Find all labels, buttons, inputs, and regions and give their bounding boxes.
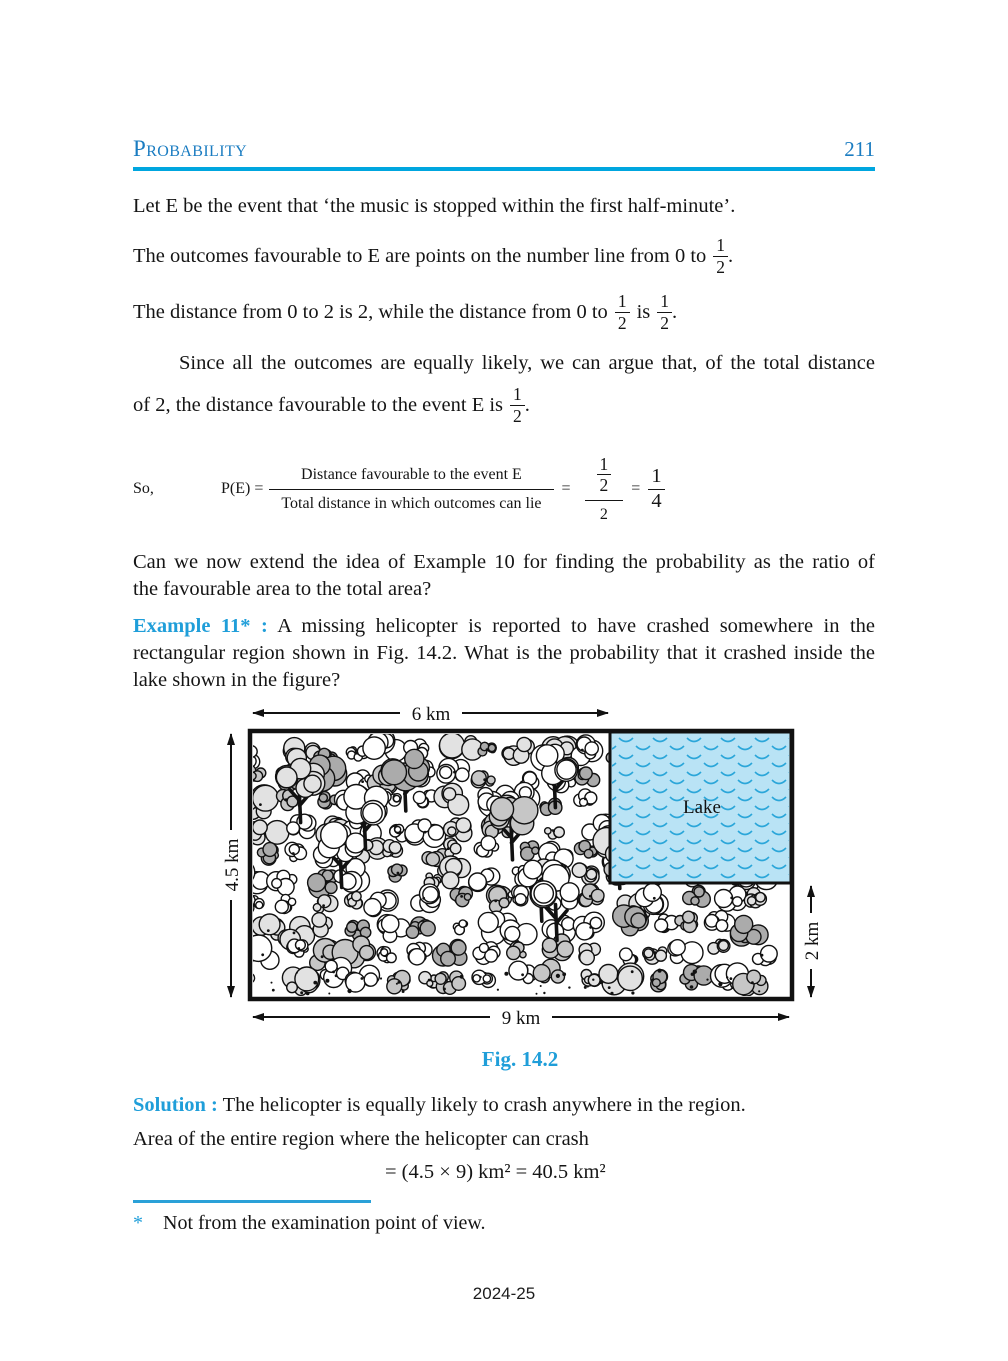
figure-svg <box>210 700 830 1040</box>
lake <box>610 732 791 883</box>
right-dim-label: 2 km <box>802 921 823 961</box>
fraction-numerator: Distance favourable to the event E <box>301 465 522 483</box>
solution-label: Solution : <box>133 1094 218 1116</box>
chapter-title: Probability <box>133 136 248 161</box>
compound-numerator <box>585 454 624 500</box>
area-equation: = (4.5 × 9) km² = 40.5 km² <box>385 1161 606 1183</box>
fraction-one-half: $\frac{1}{2}$ <box>597 454 612 495</box>
example-11-paragraph <box>133 613 875 694</box>
example-text: rectangular region shown in Fig. 14.2. What is the probability that it crashed inside the <box>133 642 875 664</box>
header-rule <box>133 167 875 171</box>
page-number: 211 <box>844 137 875 161</box>
solution-paragraph <box>133 1092 875 1119</box>
footnote-rule <box>133 1200 371 1203</box>
paragraph-equally-likely-cont <box>133 377 875 433</box>
figure-14-2 <box>210 700 830 1072</box>
footnote <box>133 1212 875 1235</box>
paragraph-text: The outcomes favourable to E are points on the number line from 0 to <box>133 244 707 267</box>
example-label: Example 11* : <box>133 615 268 637</box>
paragraph-question <box>133 549 875 603</box>
paragraph-period: . <box>728 244 734 267</box>
probability-equation <box>133 441 875 537</box>
lake-label: Lake <box>683 797 721 818</box>
left-dim-label: 4.5 km <box>222 838 243 892</box>
example-first-line <box>133 613 875 640</box>
figure-caption: Fig. 14.2 <box>481 1047 559 1071</box>
equals-sign: = <box>561 480 571 497</box>
paragraph-music-event: Let E be the event that ‘the music is stopped within the first half-minute’. <box>133 195 736 217</box>
fraction-one-half: $\frac{1}{2}$ <box>510 384 525 425</box>
equals-sign: = <box>631 480 641 497</box>
top-dim-label: 6 km <box>411 704 451 725</box>
paragraph-text: The distance from 0 to 2 is 2, while the distance from 0 to <box>133 300 608 323</box>
bottom-dim-label: 9 km <box>501 1008 541 1029</box>
footnote-text: Not from the examination point of view. <box>163 1212 486 1234</box>
area-statement: Area of the entire region where the helicopter can crash <box>133 1128 589 1150</box>
paragraph-outcomes-favourable <box>133 228 875 284</box>
paragraph-distance <box>133 284 875 340</box>
result-fraction: $\frac{1}{4}$ <box>648 465 664 513</box>
edition-footer: 2024-25 <box>472 1284 536 1303</box>
footnote-marker: * <box>133 1212 143 1234</box>
compound-fraction <box>585 454 624 524</box>
question-line: Can we now extend the idea of Example 10 for finding the probability as the ratio of <box>133 551 875 573</box>
so-label: So, <box>133 480 154 497</box>
question-line: the favourable area to the total area? <box>133 578 432 600</box>
paragraph-equally-likely: Since all the outcomes are equally likely, we can argue that, of the total distance <box>179 352 875 374</box>
compound-denominator: 2 <box>585 500 624 524</box>
main-fraction <box>269 466 553 513</box>
fraction-one-half: $\frac{1}{2}$ <box>657 291 672 332</box>
fraction-denominator: Total distance in which outcomes can lie <box>269 489 553 513</box>
page-header <box>133 136 875 162</box>
paragraph-text: of 2, the distance favourable to the event E is <box>133 393 504 416</box>
example-text: A missing helicopter is reported to have crashed somewhere in the <box>277 615 875 637</box>
solution-text: The helicopter is equally likely to crash anywhere in the region. <box>222 1094 746 1116</box>
paragraph-period: . <box>672 300 678 323</box>
fraction-one-half: $\frac{1}{2}$ <box>615 291 630 332</box>
equation-lhs: P(E) = <box>221 480 264 497</box>
paragraph-text: is <box>636 300 651 323</box>
paragraph-period: . <box>524 393 530 416</box>
example-text: lake shown in the figure? <box>133 669 341 691</box>
fraction-one-half: $\frac{1}{2}$ <box>713 235 728 276</box>
